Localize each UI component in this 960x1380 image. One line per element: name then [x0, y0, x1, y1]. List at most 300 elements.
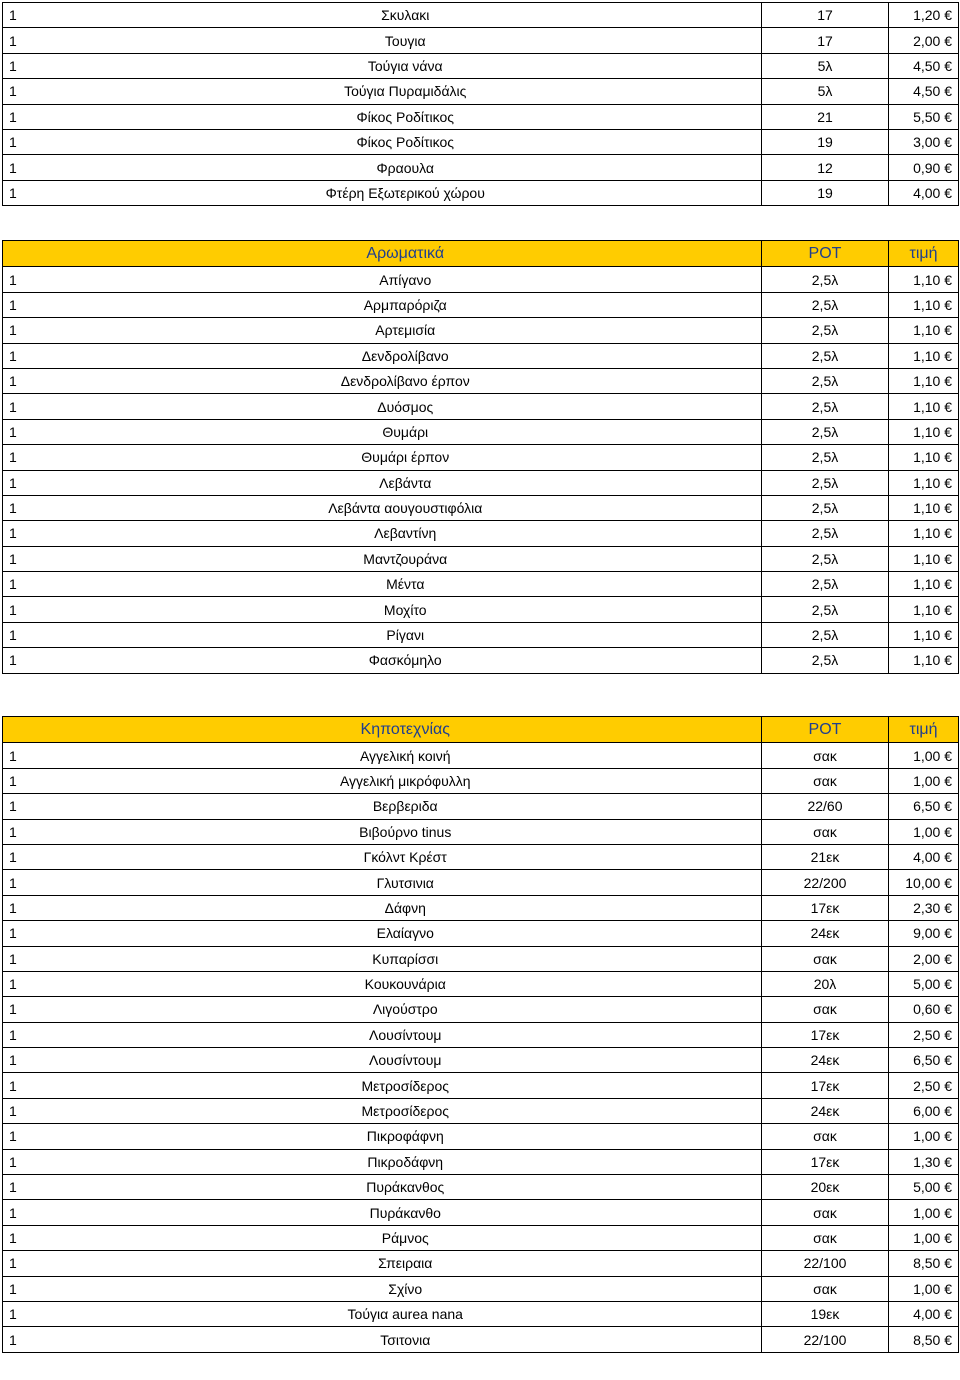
price-cell: [889, 895, 959, 920]
qty-cell: 1: [3, 368, 50, 393]
rot-cell: 17: [762, 28, 889, 53]
currency-symbol: €: [944, 184, 952, 201]
price-cell: [889, 1276, 959, 1301]
table-row: [3, 318, 959, 343]
price-cell: [889, 870, 959, 895]
qty-cell: 1: [3, 1048, 50, 1073]
currency-symbol: €: [944, 601, 952, 618]
item-name-cell: Φραουλα: [50, 155, 762, 180]
qty-cell: 1: [3, 768, 50, 793]
currency-symbol: €: [944, 1331, 952, 1348]
item-name-cell: Ελαίαγνο: [50, 921, 762, 946]
rot-cell: 2,5λ: [762, 343, 889, 368]
rot-cell: 2,5λ: [762, 470, 889, 495]
table-row: [3, 946, 959, 971]
currency-symbol: €: [944, 271, 952, 288]
currency-symbol: €: [944, 83, 952, 100]
price-value: 0,90: [913, 159, 941, 176]
currency-symbol: €: [944, 899, 952, 916]
price-cell: [889, 921, 959, 946]
table-row: [3, 1048, 959, 1073]
item-name-cell: Τούγια νάνα: [50, 53, 762, 78]
price-value: 4,50: [913, 83, 941, 100]
price-value: 1,10: [913, 423, 941, 440]
item-name-cell: Λουσίντουμ: [50, 1022, 762, 1047]
qty-cell: 1: [3, 180, 50, 205]
section-header-row: [3, 241, 959, 267]
price-value: 2,00: [913, 950, 941, 967]
rot-cell: σακ: [762, 743, 889, 768]
qty-cell: 1: [3, 870, 50, 895]
currency-symbol: €: [944, 1306, 952, 1323]
item-name-cell: Τούγια Πυραμιδάλις: [50, 79, 762, 104]
price-cell: [889, 1022, 959, 1047]
price-cell: [889, 819, 959, 844]
price-value: 1,10: [913, 525, 941, 542]
table-row: [3, 1251, 959, 1276]
rot-cell: 22/200: [762, 870, 889, 895]
price-value: 1,20: [913, 7, 941, 24]
item-name-cell: Λεβάντα: [50, 470, 762, 495]
qty-cell: 1: [3, 1149, 50, 1174]
currency-symbol: €: [944, 449, 952, 466]
price-value: 6,00: [913, 1103, 941, 1120]
qty-cell: 1: [3, 79, 50, 104]
price-value: 1,00: [913, 823, 941, 840]
item-name-cell: Μαντζουράνα: [50, 546, 762, 571]
qty-cell: 1: [3, 267, 50, 292]
table-row: [3, 844, 959, 869]
item-name-cell: Κυπαρίσσι: [50, 946, 762, 971]
item-name-cell: Δενδρολίβανο: [50, 343, 762, 368]
table-row: [3, 445, 959, 470]
price-cell: [889, 104, 959, 129]
qty-cell: 1: [3, 1022, 50, 1047]
qty-cell: 1: [3, 819, 50, 844]
price-value: 1,30: [913, 1153, 941, 1170]
currency-symbol: €: [944, 134, 952, 151]
table-row: [3, 1276, 959, 1301]
table-row: [3, 870, 959, 895]
price-column-header: τιμή: [889, 241, 959, 267]
qty-cell: 1: [3, 572, 50, 597]
currency-symbol: €: [944, 322, 952, 339]
table-row: [3, 28, 959, 53]
price-value: 5,00: [913, 1179, 941, 1196]
price-cell: [889, 155, 959, 180]
price-cell: [889, 79, 959, 104]
rot-cell: 2,5λ: [762, 546, 889, 571]
qty-cell: 1: [3, 1200, 50, 1225]
currency-symbol: €: [944, 550, 952, 567]
rot-cell: 17: [762, 3, 889, 28]
price-cell: [889, 318, 959, 343]
rot-cell: 17εκ: [762, 1149, 889, 1174]
price-value: 4,00: [913, 849, 941, 866]
rot-cell: 5λ: [762, 53, 889, 78]
qty-cell: 1: [3, 394, 50, 419]
price-cell: [889, 1301, 959, 1326]
table-row: [3, 1124, 959, 1149]
price-cell: [889, 844, 959, 869]
price-value: 10,00: [905, 874, 941, 891]
price-cell: [889, 1251, 959, 1276]
currency-symbol: €: [944, 525, 952, 542]
price-cell: [889, 53, 959, 78]
price-value: 1,10: [913, 296, 941, 313]
price-cell: [889, 180, 959, 205]
item-name-cell: Μέντα: [50, 572, 762, 597]
item-name-cell: Θυμάρι: [50, 419, 762, 444]
item-name-cell: Μετροσίδερος: [50, 1098, 762, 1123]
rot-cell: 22/100: [762, 1251, 889, 1276]
rot-cell: 21εκ: [762, 844, 889, 869]
table-row: [3, 768, 959, 793]
price-cell: [889, 1098, 959, 1123]
currency-symbol: €: [944, 423, 952, 440]
header-qty-cell: [3, 717, 50, 743]
currency-symbol: €: [944, 823, 952, 840]
price-cell: [889, 28, 959, 53]
price-value: 6,50: [913, 798, 941, 815]
price-cell: [889, 470, 959, 495]
price-cell: [889, 1149, 959, 1174]
price-table-aromatika: [2, 240, 959, 674]
currency-symbol: €: [944, 849, 952, 866]
price-cell: [889, 1124, 959, 1149]
table-row: [3, 1301, 959, 1326]
currency-symbol: €: [944, 7, 952, 24]
price-value: 1,10: [913, 347, 941, 364]
qty-cell: 1: [3, 1225, 50, 1250]
currency-symbol: €: [944, 950, 952, 967]
qty-cell: 1: [3, 546, 50, 571]
table-row: [3, 1225, 959, 1250]
qty-cell: 1: [3, 622, 50, 647]
rot-cell: 2,5λ: [762, 572, 889, 597]
price-cell: [889, 1225, 959, 1250]
rot-cell: 2,5λ: [762, 597, 889, 622]
table-row: [3, 997, 959, 1022]
table-row: [3, 292, 959, 317]
table-row: [3, 971, 959, 996]
qty-cell: 1: [3, 28, 50, 53]
table-row: [3, 267, 959, 292]
price-cell: [889, 445, 959, 470]
currency-symbol: €: [944, 627, 952, 644]
rot-cell: 17εκ: [762, 895, 889, 920]
header-qty-cell: [3, 241, 50, 267]
table-row: [3, 1175, 959, 1200]
price-cell: [889, 648, 959, 673]
item-name-cell: Πυράκανθο: [50, 1200, 762, 1225]
item-name-cell: Φασκόμηλο: [50, 648, 762, 673]
rot-cell: 24εκ: [762, 1048, 889, 1073]
rot-cell: σακ: [762, 819, 889, 844]
qty-cell: 1: [3, 1301, 50, 1326]
price-cell: [889, 768, 959, 793]
currency-symbol: €: [944, 108, 952, 125]
price-value: 1,10: [913, 550, 941, 567]
price-value: 1,10: [913, 449, 941, 466]
rot-cell: 24εκ: [762, 921, 889, 946]
price-value: 4,00: [913, 1306, 941, 1323]
rot-cell: 2,5λ: [762, 394, 889, 419]
item-name-cell: Σπειραια: [50, 1251, 762, 1276]
table-row: [3, 104, 959, 129]
rot-cell: 2,5λ: [762, 318, 889, 343]
qty-cell: 1: [3, 895, 50, 920]
currency-symbol: €: [944, 1103, 952, 1120]
qty-cell: 1: [3, 921, 50, 946]
qty-cell: 1: [3, 1276, 50, 1301]
qty-cell: 1: [3, 318, 50, 343]
item-name-cell: Μετροσίδερος: [50, 1073, 762, 1098]
price-cell: [889, 343, 959, 368]
price-cell: [889, 1048, 959, 1073]
table-row: [3, 1149, 959, 1174]
price-cell: [889, 546, 959, 571]
qty-cell: 1: [3, 445, 50, 470]
section-title: Κηποτεχνίας: [50, 717, 762, 743]
item-name-cell: Γλυτσινια: [50, 870, 762, 895]
item-name-cell: Βερβεριδα: [50, 794, 762, 819]
rot-cell: 2,5λ: [762, 445, 889, 470]
table-body: [3, 267, 959, 673]
rot-cell: 20λ: [762, 971, 889, 996]
qty-cell: 1: [3, 1327, 50, 1352]
item-name-cell: Απίγανο: [50, 267, 762, 292]
item-name-cell: Αρμπαρόριζα: [50, 292, 762, 317]
qty-cell: 1: [3, 794, 50, 819]
rot-cell: 19: [762, 180, 889, 205]
item-name-cell: Θυμάρι έρπον: [50, 445, 762, 470]
item-name-cell: Γκόλντ Κρέστ: [50, 844, 762, 869]
rot-cell: σακ: [762, 997, 889, 1022]
price-cell: [889, 292, 959, 317]
item-name-cell: Πικροφάφνη: [50, 1124, 762, 1149]
rot-cell: 2,5λ: [762, 495, 889, 520]
currency-symbol: €: [944, 1204, 952, 1221]
price-cell: [889, 1327, 959, 1352]
price-cell: [889, 129, 959, 154]
price-value: 9,00: [913, 925, 941, 942]
price-cell: [889, 572, 959, 597]
currency-symbol: €: [944, 874, 952, 891]
rot-cell: 19: [762, 129, 889, 154]
price-cell: [889, 394, 959, 419]
price-cell: [889, 1073, 959, 1098]
rot-cell: 2,5λ: [762, 419, 889, 444]
qty-cell: 1: [3, 971, 50, 996]
item-name-cell: Φίκος Ροδίτικος: [50, 104, 762, 129]
rot-cell: 2,5λ: [762, 521, 889, 546]
price-value: 2,00: [913, 32, 941, 49]
price-value: 0,60: [913, 1001, 941, 1018]
price-cell: [889, 622, 959, 647]
table-row: [3, 1200, 959, 1225]
table-row: [3, 368, 959, 393]
qty-cell: 1: [3, 1251, 50, 1276]
rot-cell: 5λ: [762, 79, 889, 104]
section-header-row: [3, 717, 959, 743]
qty-cell: 1: [3, 648, 50, 673]
qty-cell: 1: [3, 495, 50, 520]
qty-cell: 1: [3, 1073, 50, 1098]
item-name-cell: Δυόσμος: [50, 394, 762, 419]
price-value: 4,50: [913, 57, 941, 74]
rot-column-header: ΡΟΤ: [762, 241, 889, 267]
table-row: [3, 622, 959, 647]
item-name-cell: Πυράκανθος: [50, 1175, 762, 1200]
currency-symbol: €: [944, 652, 952, 669]
rot-cell: σακ: [762, 946, 889, 971]
price-value: 1,10: [913, 322, 941, 339]
table-row: [3, 470, 959, 495]
item-name-cell: Βιβούρνο tinus: [50, 819, 762, 844]
price-value: 5,00: [913, 976, 941, 993]
qty-cell: 1: [3, 343, 50, 368]
currency-symbol: €: [944, 1026, 952, 1043]
price-cell: [889, 743, 959, 768]
rot-cell: 2,5λ: [762, 267, 889, 292]
price-value: 1,00: [913, 1128, 941, 1145]
table-row: [3, 419, 959, 444]
qty-cell: 1: [3, 104, 50, 129]
price-value: 6,50: [913, 1052, 941, 1069]
price-cell: [889, 1200, 959, 1225]
table-row: [3, 743, 959, 768]
qty-cell: 1: [3, 419, 50, 444]
table-row: [3, 895, 959, 920]
rot-cell: 21: [762, 104, 889, 129]
rot-cell: 12: [762, 155, 889, 180]
price-column-header: τιμή: [889, 717, 959, 743]
price-value: 1,00: [913, 772, 941, 789]
table-row: [3, 1327, 959, 1352]
table-row: [3, 597, 959, 622]
price-value: 2,30: [913, 899, 941, 916]
item-name-cell: Δενδρολίβανο έρπον: [50, 368, 762, 393]
item-name-cell: Ρίγανι: [50, 622, 762, 647]
table-row: [3, 3, 959, 28]
qty-cell: 1: [3, 1124, 50, 1149]
section-title: Αρωματικά: [50, 241, 762, 267]
price-cell: [889, 946, 959, 971]
currency-symbol: €: [944, 500, 952, 517]
rot-cell: σακ: [762, 1200, 889, 1225]
table-row: [3, 180, 959, 205]
currency-symbol: €: [944, 925, 952, 942]
table-row: [3, 819, 959, 844]
currency-symbol: €: [944, 772, 952, 789]
qty-cell: 1: [3, 597, 50, 622]
price-cell: [889, 597, 959, 622]
table-row: [3, 155, 959, 180]
price-cell: [889, 971, 959, 996]
rot-cell: 2,5λ: [762, 292, 889, 317]
currency-symbol: €: [944, 1153, 952, 1170]
table-row: [3, 546, 959, 571]
price-value: 1,10: [913, 500, 941, 517]
currency-symbol: €: [944, 1255, 952, 1272]
item-name-cell: Σκυλακι: [50, 3, 762, 28]
table-row: [3, 1098, 959, 1123]
currency-symbol: €: [944, 1230, 952, 1246]
price-value: 1,00: [913, 1230, 941, 1246]
item-name-cell: Αγγελική μικρόφυλλη: [50, 768, 762, 793]
price-value: 1,00: [913, 747, 941, 764]
table-row: [3, 1022, 959, 1047]
item-name-cell: Φίκος Ροδίτικος: [50, 129, 762, 154]
rot-cell: 17εκ: [762, 1073, 889, 1098]
item-name-cell: Δάφνη: [50, 895, 762, 920]
price-value: 2,50: [913, 1077, 941, 1094]
rot-cell: 19εκ: [762, 1301, 889, 1326]
qty-cell: 1: [3, 470, 50, 495]
price-value: 1,10: [913, 627, 941, 644]
price-value: 1,00: [913, 1204, 941, 1221]
item-name-cell: Τουγια: [50, 28, 762, 53]
item-name-cell: Αγγελική κοινή: [50, 743, 762, 768]
price-value: 4,00: [913, 184, 941, 201]
price-value: 1,10: [913, 271, 941, 288]
currency-symbol: €: [944, 159, 952, 176]
table-row: [3, 521, 959, 546]
currency-symbol: €: [944, 32, 952, 49]
rot-column-header: ΡΟΤ: [762, 717, 889, 743]
rot-cell: σακ: [762, 1276, 889, 1301]
table-body: [3, 743, 959, 1352]
rot-cell: 2,5λ: [762, 368, 889, 393]
price-value: 1,10: [913, 398, 941, 415]
price-cell: [889, 267, 959, 292]
rot-cell: 22/60: [762, 794, 889, 819]
table-row: [3, 921, 959, 946]
rot-cell: 20εκ: [762, 1175, 889, 1200]
item-name-cell: Τούγια aurea nana: [50, 1301, 762, 1326]
qty-cell: 1: [3, 155, 50, 180]
table-row: [3, 343, 959, 368]
table-row: [3, 79, 959, 104]
price-value: 1,10: [913, 576, 941, 593]
item-name-cell: Πικροδάφνη: [50, 1149, 762, 1174]
price-cell: [889, 1175, 959, 1200]
currency-symbol: €: [944, 1077, 952, 1094]
table-row: [3, 794, 959, 819]
qty-cell: 1: [3, 946, 50, 971]
price-cell: [889, 368, 959, 393]
item-name-cell: Λεβαντίνη: [50, 521, 762, 546]
item-name-cell: Φτέρη Εξωτερικού χώρου: [50, 180, 762, 205]
rot-cell: 22/100: [762, 1327, 889, 1352]
price-value: 1,10: [913, 474, 941, 491]
rot-cell: 24εκ: [762, 1098, 889, 1123]
currency-symbol: €: [944, 398, 952, 415]
table-row: [3, 1073, 959, 1098]
price-value: 8,50: [913, 1331, 941, 1348]
price-cell: [889, 3, 959, 28]
item-name-cell: Σχίνο: [50, 1276, 762, 1301]
qty-cell: 1: [3, 129, 50, 154]
rot-cell: 2,5λ: [762, 648, 889, 673]
price-value: 1,00: [913, 1280, 941, 1297]
price-cell: [889, 495, 959, 520]
qty-cell: 1: [3, 743, 50, 768]
item-name-cell: Λουσίντουμ: [50, 1048, 762, 1073]
price-table-continued: [2, 2, 959, 206]
price-table-kipotexnias: [2, 716, 959, 1353]
